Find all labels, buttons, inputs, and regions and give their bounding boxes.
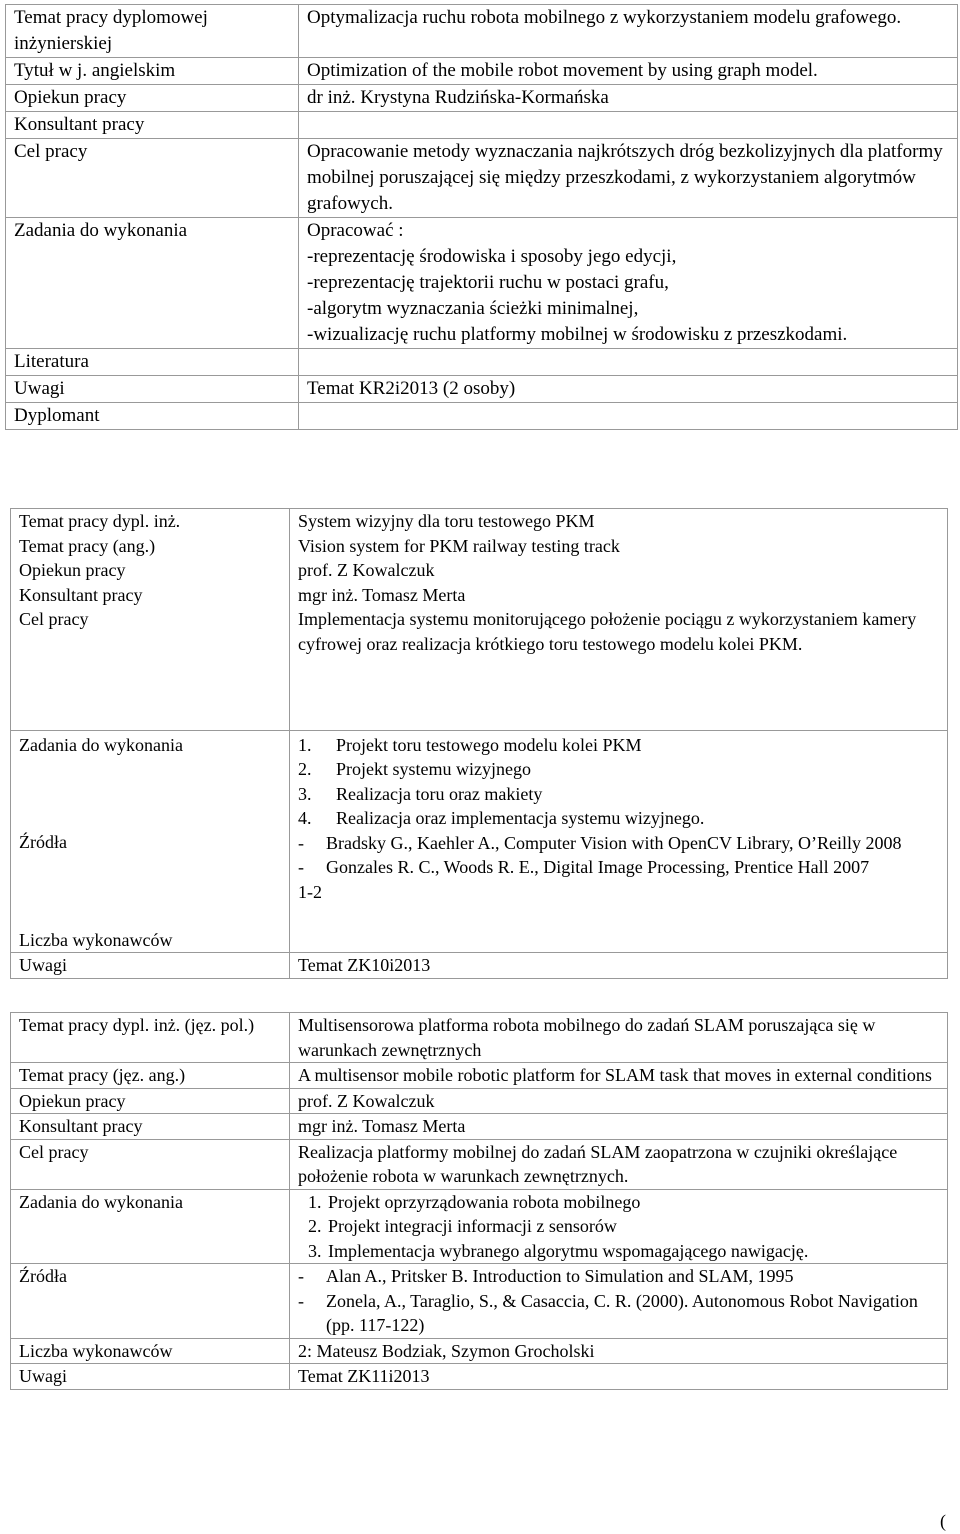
supervisor: prof. Z Kowalczuk [298,560,435,580]
task-item: -reprezentację trajektorii ruchu w postaci grafu, [307,272,669,293]
source-item: - Bradsky G., Kaehler A., Computer Vision with OpenCV Library, O’Reilly 2008 [298,832,902,853]
supervisor: prof. Z Kowalczuk [290,1088,948,1114]
consultant: mgr inż. Tomasz Merta [298,584,466,605]
label-count: Liczba wykonawców [11,1338,290,1364]
label-supervisor: Opiekun pracy [6,85,299,112]
notes: Temat ZK10i2013 [290,953,948,979]
source-item: - Gonzales R. C., Woods R. E., Digital Image Processing, Prentice Hall 2007 [298,857,870,877]
thesis-title-en: Optimization of the mobile robot movement by using graph model. [299,58,958,85]
task-item: -reprezentację środowiska i sposoby jego edycji, [307,246,677,267]
tasks-cell [290,1189,948,1264]
thesis-table-3 [10,1012,948,1390]
sources-list [298,1264,939,1338]
task-item: 3. Realizacja toru oraz makiety [298,783,543,804]
tasks-list [298,1190,939,1264]
tasks-list [298,731,939,831]
label-title: Temat pracy dyplomowej inżynierskiej [6,5,299,58]
label-sources: Źródła [19,832,67,852]
label-consultant: Konsultant pracy [19,584,143,605]
count: 1-2 [298,881,322,902]
label-tasks: Zadania do wykonania [19,734,183,755]
label-title-en: Tytuł w j. angielskim [6,58,299,85]
source-item: - Alan A., Pritsker B. Introduction to Simulation and SLAM, 1995 [298,1266,794,1286]
tasks-cell [299,218,958,349]
task-item: 4. Realizacja oraz implementacja systemu wizyjnego. [298,808,705,828]
label-supervisor: Opiekun pracy [19,560,126,580]
label-tasks: Zadania do wykonania [11,1189,290,1264]
notes: Temat ZK11i2013 [290,1364,948,1390]
label-supervisor: Opiekun pracy [11,1088,290,1114]
task-item: 1. Projekt oprzyrządowania robota mobilnego [308,1191,641,1212]
graduate [299,403,958,430]
labels-header-block [11,509,290,731]
label-notes: Uwagi [6,376,299,403]
label-count: Liczba wykonawców [19,929,173,950]
label-title: Temat pracy dypl. inż. [19,511,181,531]
label-goal: Cel pracy [6,139,299,218]
task-item: -wizualizację ruchu platformy mobilnej w środowisku z przeszkodami. [307,324,848,345]
source-item: - Zonela, A., Taraglio, S., & Casaccia, C. R. (2000). Autonomous Robot Navigation (pp. 117-122) [298,1290,918,1335]
literature [299,349,958,376]
label-sources: Źródła [11,1264,290,1339]
label-consultant: Konsultant pracy [11,1114,290,1140]
label-title-en: Temat pracy (ang.) [19,535,156,556]
label-literature: Literatura [6,349,299,376]
sources-cell [290,1264,948,1339]
thesis-table-1 [5,4,958,430]
thesis-title-en: A multisensor mobile robotic platform for SLAM task that moves in external conditions [290,1063,948,1089]
thesis-title: Multisensorowa platforma robota mobilnego do zadań SLAM poruszająca się w warunkach zewnętrznych [290,1013,948,1063]
task-item: 2. Projekt integracji informacji z sensorów [308,1216,617,1236]
values-header-block [290,509,948,731]
supervisor: dr inż. Krystyna Rudzińska-Kormańska [299,85,958,112]
values-body-block [290,730,948,953]
page-number: ( [940,1511,946,1531]
sources-list [298,831,939,880]
label-consultant: Konsultant pracy [6,112,299,139]
task-item: 2. Projekt systemu wizyjnego [298,759,531,779]
labels-body-block [11,730,290,953]
thesis-title: System wizyjny dla toru testowego PKM [298,511,595,531]
task-item: -algorytm wyznaczania ścieżki minimalnej, [307,298,639,319]
thesis-title-en: Vision system for PKM railway testing track [298,535,620,556]
task-item: 3. Implementacja wybranego algorytmu wspomagającego nawigację. [308,1240,809,1261]
task-item: 1. Projekt toru testowego modelu kolei PKM [298,734,642,755]
label-goal: Cel pracy [19,609,89,629]
thesis-title: Optymalizacja ruchu robota mobilnego z wykorzystaniem modelu grafowego. [299,5,958,58]
notes: Temat KR2i2013 (2 osoby) [299,376,958,403]
label-notes: Uwagi [11,1364,290,1390]
goal: Opracowanie metody wyznaczania najkrótszych dróg bezkolizyjnych dla platformy mobilnej poruszającej się między przeszkodami, z wykorzystaniem algorytmów grafowych. [299,139,958,218]
tasks-intro: Opracować : [307,220,404,241]
label-notes: Uwagi [11,953,290,979]
goal: Implementacja systemu monitorującego położenie pociągu z wykorzystaniem kamery cyfrowej oraz realizacja krótkiego toru testowego modelu kolei PKM. [298,609,917,654]
consultant: mgr inż. Tomasz Merta [290,1114,948,1140]
label-goal: Cel pracy [11,1139,290,1189]
label-title-en: Temat pracy (jęz. ang.) [11,1063,290,1089]
label-title: Temat pracy dypl. inż. (jęz. pol.) [11,1013,290,1063]
goal: Realizacja platformy mobilnej do zadań SLAM zaopatrzona w czujniki określające położenie robota w warunkach zewnętrznych. [290,1139,948,1189]
label-tasks: Zadania do wykonania [6,218,299,349]
consultant [299,112,958,139]
label-graduate: Dyplomant [6,403,299,430]
thesis-table-2 [10,508,948,979]
count: 2: Mateusz Bodziak, Szymon Grocholski [290,1338,948,1364]
